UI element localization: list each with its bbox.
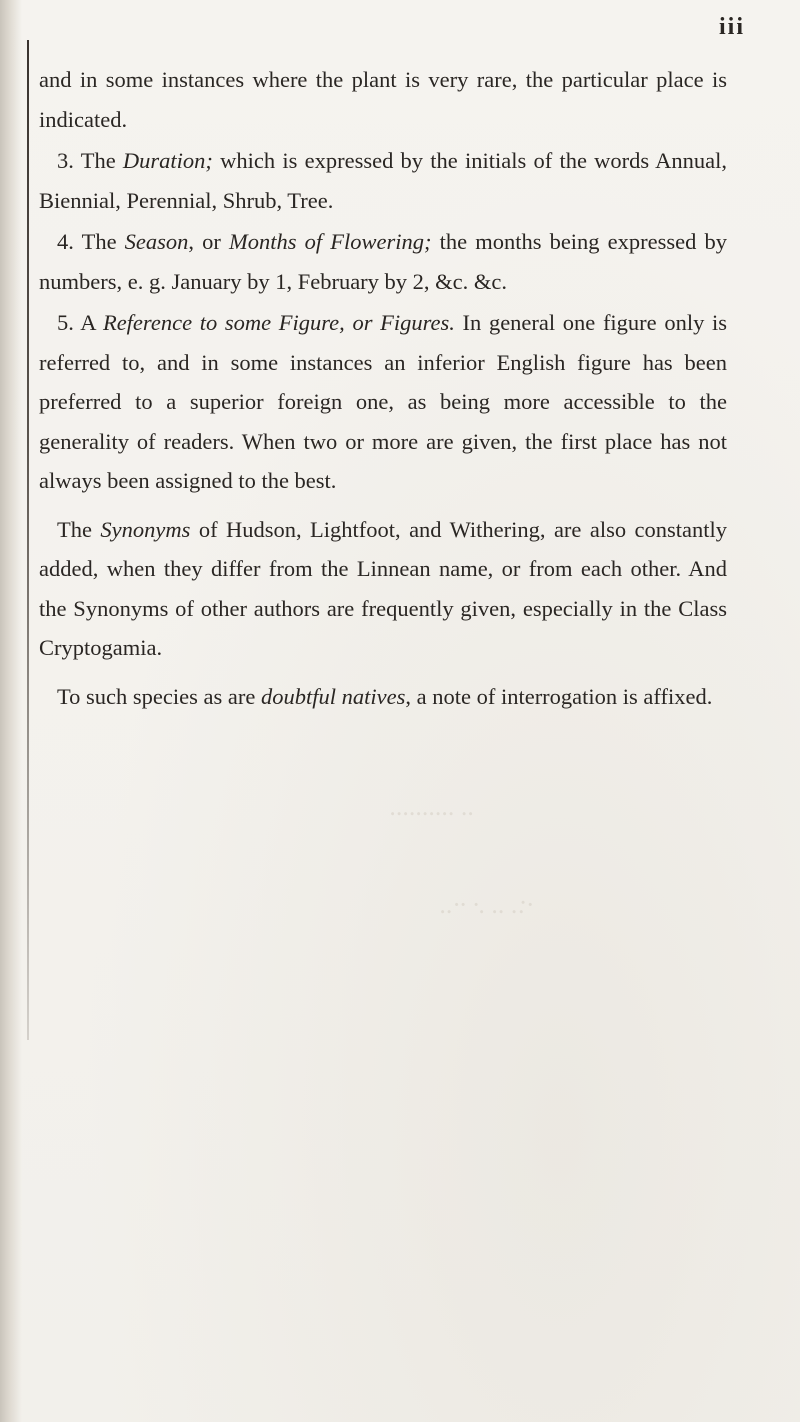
paragraph-doubtful xyxy=(39,677,727,717)
paragraph-synonyms xyxy=(39,510,727,668)
paragraph-season-text: the months being expressed by numbers, e. g. January by 1, February by 2, &c. &c. xyxy=(39,229,727,294)
paragraph-season-connector: , or xyxy=(188,229,230,254)
paragraph-doubtful-lead: To such species as are xyxy=(57,683,261,709)
paragraph-1-text: and in some instances where the plant is very rare, the particular place is indicated. xyxy=(39,67,727,132)
paragraph-synonyms-text: of Hudson, Lightfoot, and Withering, are also constantly added, when they differ from the Linnean name, or from each other. And the Synonyms of other authors are frequently given, especially in the Class Cryptogamia. xyxy=(39,516,727,660)
paragraph-duration-number: 3. xyxy=(57,148,74,173)
paragraph-duration: 3. The Duration; which is expressed by the initials of the words Annual, Biennial, Perennial, Shrub, Tree. xyxy=(39,148,728,213)
paragraph-season-term: Season xyxy=(124,229,189,254)
paragraph-reference: 5. A Reference to some Figure, or Figures. In general one figure only is referred to, and in some instances an inferior English figure has been preferred to a superior foreign one, as being more accessible to the generality of readers. When two or more are given, the first place has not always been assigned to the best. xyxy=(39,310,727,493)
page-binding-edge xyxy=(0,0,22,1422)
paragraph-season-term-2: Months of Flowering; xyxy=(229,229,432,254)
bleed-through-mark: ..·· ·. .. .:· xyxy=(440,890,534,919)
paragraph-duration-text: which is expressed by the initials of the words Annual, Biennial, Perennial, Shrub, Tree. xyxy=(39,148,728,213)
page-number: iii xyxy=(718,14,745,40)
paragraph-reference-term: Reference to some Figure, or Figures. xyxy=(102,310,455,335)
paragraph-reference-text: In general one figure only is referred to, and in some instances an inferior English figure has been preferred to a superior foreign one, as being more accessible to the generality of readers. When two or more are given, the first place has not always been assigned to the best. xyxy=(39,310,727,493)
paragraph-season-number: 4. xyxy=(57,229,74,254)
paragraph-season: 4. The Season, or Months of Flowering; the months being expressed by numbers, e. g. January by 1, February by 2, &c. &c. xyxy=(39,229,727,294)
paragraph-1 xyxy=(39,60,727,139)
paragraph-doubtful-term: doubtful natives xyxy=(260,683,406,709)
paragraph-doubtful-text: , a note of interrogation is affixed. xyxy=(405,683,713,709)
paragraph-duration-term: Duration; xyxy=(122,148,213,173)
paragraph-reference-number: 5. xyxy=(57,310,74,335)
page-binding-line xyxy=(27,40,29,1040)
body-text xyxy=(39,60,727,716)
bleed-through-mark: .......... .. xyxy=(390,792,475,821)
paragraph-synonyms-lead: The xyxy=(57,516,101,542)
paragraph-synonyms-term: Synonyms xyxy=(100,516,191,542)
